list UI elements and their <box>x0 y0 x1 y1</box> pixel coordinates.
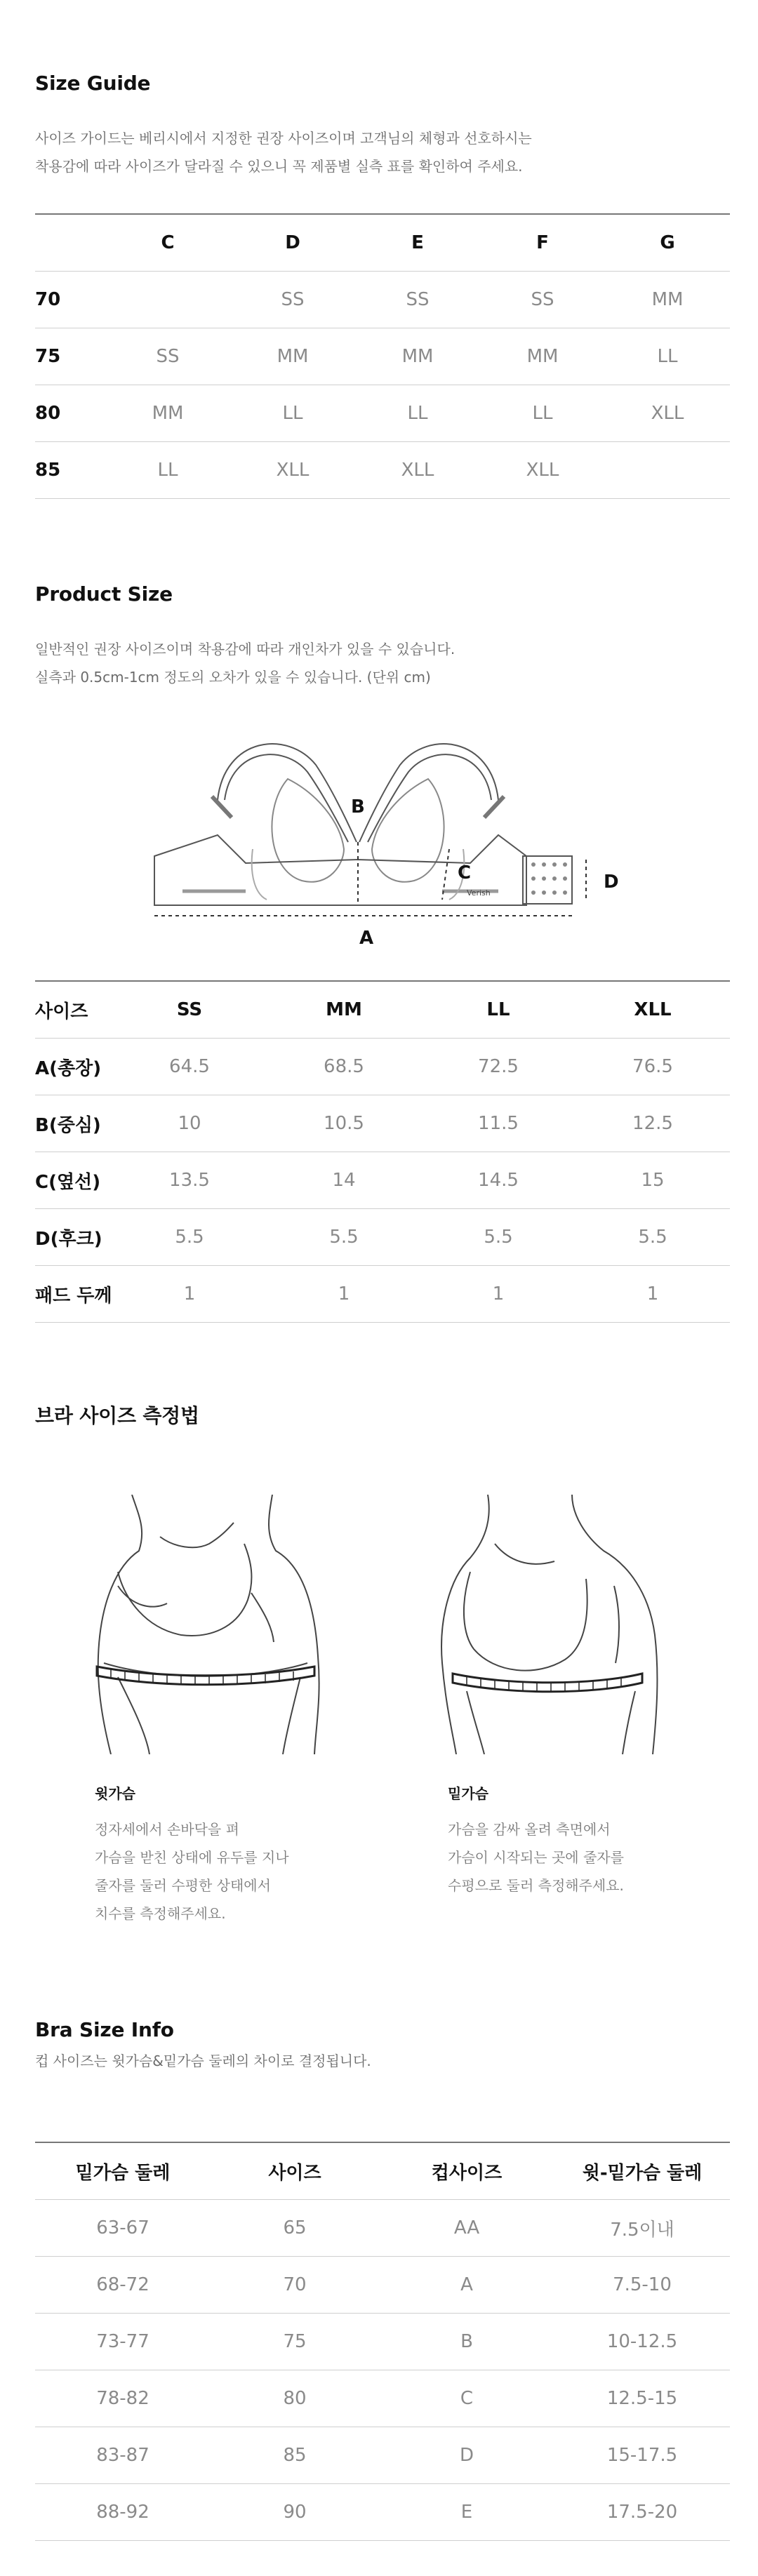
table-cell: 5.5 <box>421 1209 576 1266</box>
table-cell: 72.5 <box>421 1039 576 1095</box>
instruction-line: 줄자를 둘러 수평한 상태에서 <box>95 1877 271 1894</box>
upper-bust-illustration <box>90 1495 328 1754</box>
table-cell: 5.5 <box>576 1209 730 1266</box>
table-header-row <box>35 2142 730 2200</box>
row-label: 패드 두께 <box>35 1266 112 1323</box>
size-guide-title: Size Guide <box>35 72 151 95</box>
table-row <box>35 1266 730 1323</box>
table-cell: 88-92 <box>35 2484 211 2541</box>
column-header: 사이즈 <box>35 981 112 1039</box>
row-label: 85 <box>35 442 105 499</box>
table-cell: SS <box>230 272 355 328</box>
bra-info-table-wrap <box>35 2142 730 2541</box>
label-b: B <box>351 796 365 817</box>
column-header: D <box>230 214 355 272</box>
table-cell: SS <box>105 328 230 385</box>
table-cell: E <box>379 2484 554 2541</box>
table-cell: 64.5 <box>112 1039 267 1095</box>
table-cell: MM <box>605 272 730 328</box>
table-cell: 1 <box>267 1266 421 1323</box>
instruction-line: 수평으로 둘러 측정해주세요. <box>448 1877 624 1894</box>
table-cell: 10 <box>112 1095 267 1152</box>
product-size-title: Product Size <box>35 582 173 606</box>
label-d: D <box>604 872 619 893</box>
table-cell: 75 <box>211 2314 379 2370</box>
column-header: 컵사이즈 <box>379 2142 554 2200</box>
table-cell: 5.5 <box>112 1209 267 1266</box>
table-cell: XLL <box>230 442 355 499</box>
table-cell: 78-82 <box>35 2370 211 2427</box>
product-size-desc-1: 일반적인 권장 사이즈이며 착용감에 따라 개인차가 있을 수 있습니다. <box>35 641 456 658</box>
under-bust-instructions <box>448 1815 714 1900</box>
bra-info-section <box>35 2018 730 2075</box>
instruction-line: 가슴을 감싸 올려 측면에서 <box>448 1821 611 1838</box>
table-cell: MM <box>105 385 230 442</box>
table-row <box>35 272 730 328</box>
table-cell: SS <box>355 272 480 328</box>
measure-title: 브라 사이즈 측정법 <box>35 1404 199 1427</box>
table-cell: LL <box>105 442 230 499</box>
row-label: C(옆선) <box>35 1152 112 1209</box>
column-header: E <box>355 214 480 272</box>
row-label: D(후크) <box>35 1209 112 1266</box>
table-cell: 17.5-20 <box>554 2484 730 2541</box>
product-size-section <box>35 582 730 691</box>
table-row <box>35 2427 730 2484</box>
table-cell: LL <box>355 385 480 442</box>
table-cell: SS <box>480 272 605 328</box>
column-header: 밑가슴 둘레 <box>35 2142 211 2200</box>
bra-info-desc: 컵 사이즈는 윗가슴&밑가슴 둘레의 차이로 결정됩니다. <box>35 2053 371 2069</box>
table-cell: 65 <box>211 2200 379 2257</box>
table-cell: 90 <box>211 2484 379 2541</box>
table-cell: 63-67 <box>35 2200 211 2257</box>
row-label: A(총장) <box>35 1039 112 1095</box>
table-cell: 68.5 <box>267 1039 421 1095</box>
table-cell: 7.5이내 <box>554 2200 730 2257</box>
table-cell: 7.5-10 <box>554 2257 730 2314</box>
size-guide-table-wrap <box>35 213 730 499</box>
table-cell: 1 <box>421 1266 576 1323</box>
row-label: 70 <box>35 272 105 328</box>
brand-label: Verish <box>467 888 491 897</box>
upper-bust-title: 윗가슴 <box>95 1785 135 1802</box>
table-row <box>35 2200 730 2257</box>
column-header: XLL <box>576 981 730 1039</box>
table-row <box>35 385 730 442</box>
table-cell: 83-87 <box>35 2427 211 2484</box>
table-cell <box>605 442 730 499</box>
table-header-row <box>35 214 730 272</box>
table-row <box>35 2484 730 2541</box>
table-cell: 68-72 <box>35 2257 211 2314</box>
table-cell: 14.5 <box>421 1152 576 1209</box>
column-header: 사이즈 <box>211 2142 379 2200</box>
upper-bust-caption <box>95 1782 361 1928</box>
table-cell: LL <box>605 328 730 385</box>
table-cell: 11.5 <box>421 1095 576 1152</box>
column-header: F <box>480 214 605 272</box>
table-cell: MM <box>355 328 480 385</box>
column-header: LL <box>421 981 576 1039</box>
column-header: SS <box>112 981 267 1039</box>
row-label: B(중심) <box>35 1095 112 1152</box>
table-cell: 1 <box>576 1266 730 1323</box>
table-cell: 1 <box>112 1266 267 1323</box>
table-row <box>35 2257 730 2314</box>
product-size-desc-2: 실측과 0.5cm-1cm 정도의 오차가 있을 수 있습니다. (단위 cm) <box>35 669 431 686</box>
table-row <box>35 1152 730 1209</box>
label-c: C <box>458 862 472 883</box>
table-cell: A <box>379 2257 554 2314</box>
column-header: MM <box>267 981 421 1039</box>
table-header-row <box>35 981 730 1039</box>
table-cell: LL <box>230 385 355 442</box>
column-header: G <box>605 214 730 272</box>
table-cell: B <box>379 2314 554 2370</box>
table-cell: 15-17.5 <box>554 2427 730 2484</box>
table-cell: 10.5 <box>267 1095 421 1152</box>
row-label: 75 <box>35 328 105 385</box>
label-a: A <box>359 928 374 949</box>
table-row <box>35 2370 730 2427</box>
bra-info-title: Bra Size Info <box>35 2018 174 2041</box>
column-header: C <box>105 214 230 272</box>
column-header: 윗-밑가슴 둘레 <box>554 2142 730 2200</box>
size-guide-desc-1: 사이즈 가이드는 베리시에서 지정한 권장 사이즈이며 고객님의 체형과 선호하시는 <box>35 130 532 147</box>
table-cell: LL <box>480 385 605 442</box>
under-bust-title: 밑가슴 <box>448 1785 488 1802</box>
table-cell: 15 <box>576 1152 730 1209</box>
table-row <box>35 442 730 499</box>
table-cell: 10-12.5 <box>554 2314 730 2370</box>
table-cell <box>105 272 230 328</box>
table-cell: 14 <box>267 1152 421 1209</box>
table-cell: XLL <box>480 442 605 499</box>
table-cell: 76.5 <box>576 1039 730 1095</box>
table-cell: 70 <box>211 2257 379 2314</box>
table-cell: AA <box>379 2200 554 2257</box>
size-guide-desc-2: 착용감에 따라 사이즈가 달라질 수 있으니 꼭 제품별 실측 표를 확인하여 주세요. <box>35 158 523 175</box>
table-row <box>35 2314 730 2370</box>
row-label: 80 <box>35 385 105 442</box>
table-cell: D <box>379 2427 554 2484</box>
table-cell: C <box>379 2370 554 2427</box>
table-row <box>35 1209 730 1266</box>
table-cell: 73-77 <box>35 2314 211 2370</box>
table-row <box>35 328 730 385</box>
measure-section <box>35 1401 730 1429</box>
bra-info-table <box>35 2142 730 2541</box>
table-cell: XLL <box>355 442 480 499</box>
product-size-table-wrap <box>35 980 730 1323</box>
column-header <box>35 214 105 272</box>
under-bust-illustration <box>432 1495 670 1754</box>
table-cell: 80 <box>211 2370 379 2427</box>
size-guide-table <box>35 213 730 499</box>
product-size-table <box>35 980 730 1323</box>
table-cell: 12.5-15 <box>554 2370 730 2427</box>
instruction-line: 가슴을 받친 상태에 유두를 지나 <box>95 1849 289 1866</box>
upper-bust-instructions <box>95 1815 361 1928</box>
table-cell: 12.5 <box>576 1095 730 1152</box>
instruction-line: 가슴이 시작되는 곳에 줄자를 <box>448 1849 624 1866</box>
bra-product-diagram <box>133 716 667 954</box>
instruction-line: 치수를 측정해주세요. <box>95 1905 226 1922</box>
table-cell: 13.5 <box>112 1152 267 1209</box>
under-bust-caption <box>448 1782 714 1900</box>
table-cell: MM <box>230 328 355 385</box>
table-row <box>35 1095 730 1152</box>
instruction-line: 정자세에서 손바닥을 펴 <box>95 1821 239 1838</box>
table-cell: 5.5 <box>267 1209 421 1266</box>
table-cell: MM <box>480 328 605 385</box>
table-cell: 85 <box>211 2427 379 2484</box>
table-cell: XLL <box>605 385 730 442</box>
table-row <box>35 1039 730 1095</box>
size-guide-section <box>35 72 730 180</box>
